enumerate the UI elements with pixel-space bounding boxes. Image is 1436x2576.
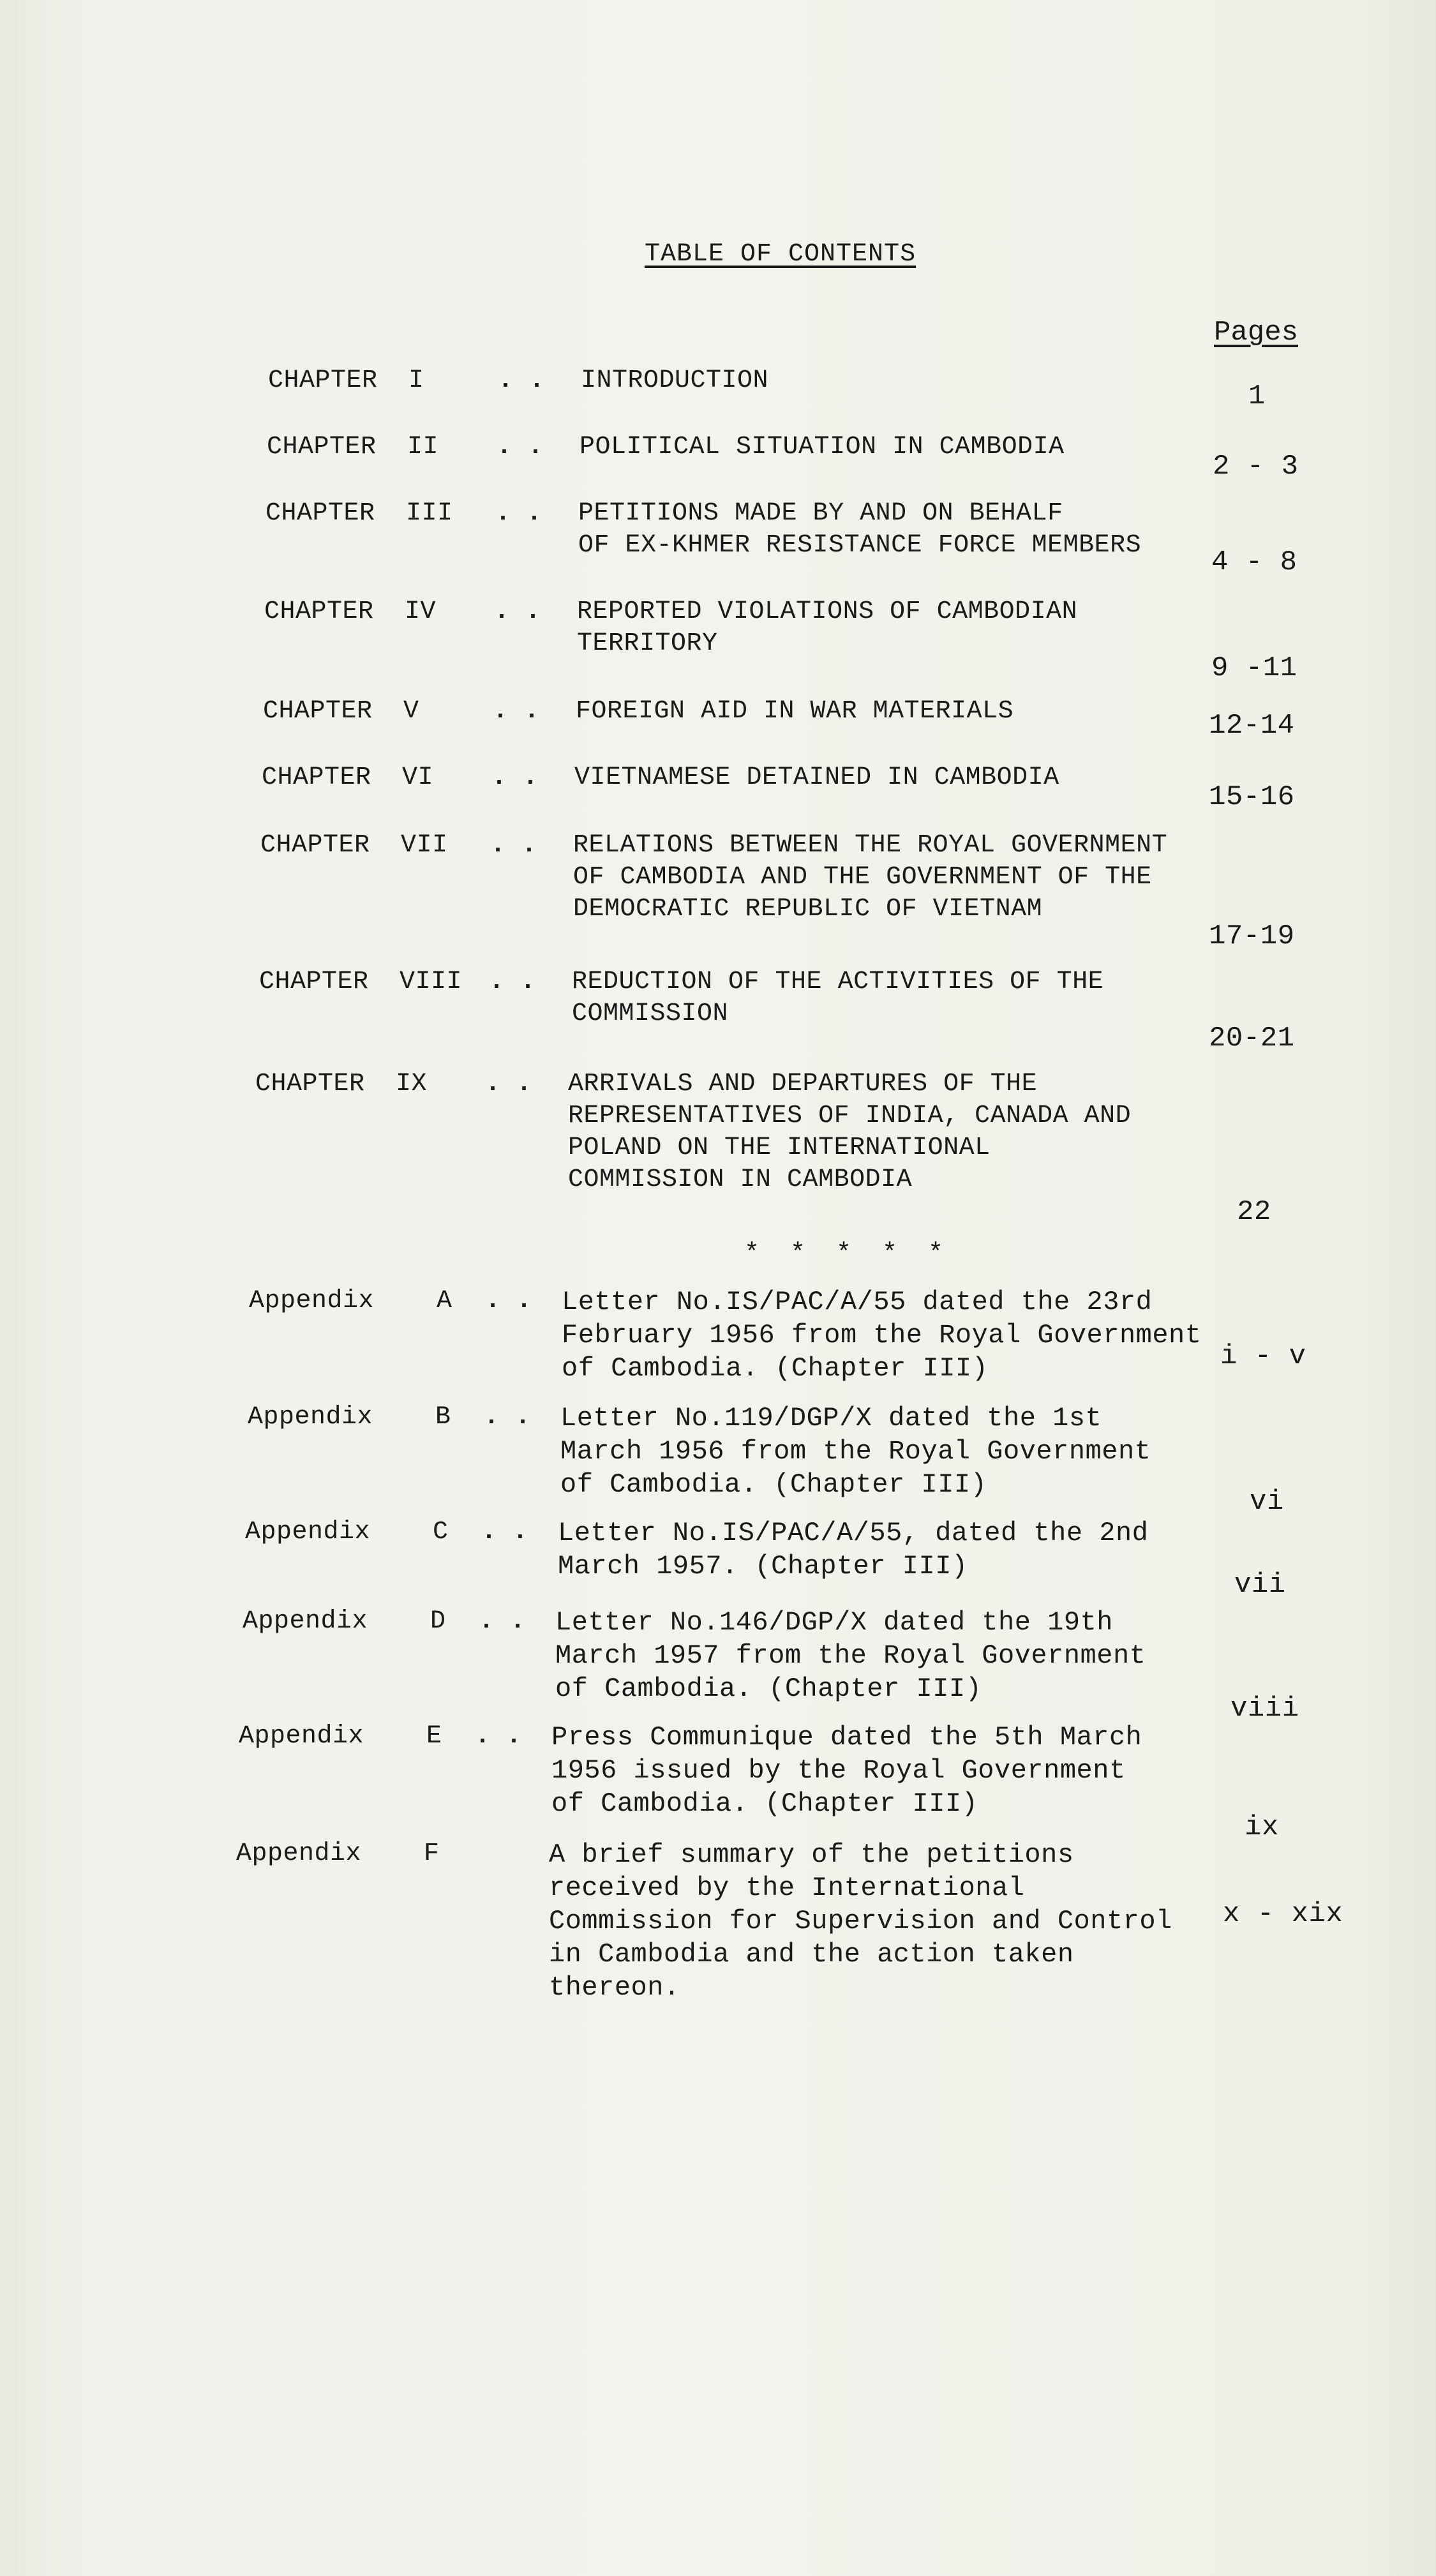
- leader-dots: . .: [479, 1607, 526, 1636]
- appendix-title: Press Communique dated the 5th March 1956 issued by the Royal Government of Cambodia. (Chapter III): [551, 1722, 1142, 1819]
- appendix-title: Letter No.IS/PAC/A/55, dated the 2nd March 1957. (Chapter III): [558, 1518, 1149, 1582]
- appendix-label: Appendix: [248, 1403, 373, 1432]
- leader-dots: . .: [495, 499, 542, 528]
- page-range: 1: [1248, 380, 1266, 412]
- appendix-number: A: [437, 1287, 452, 1315]
- chapter-label: CHAPTER: [266, 499, 375, 528]
- leader-dots: . .: [481, 1518, 528, 1546]
- leader-dots: . .: [475, 1722, 522, 1751]
- chapter-label: CHAPTER: [264, 597, 374, 626]
- page-range: viii: [1230, 1693, 1299, 1725]
- page-range: vii: [1234, 1569, 1286, 1601]
- chapter-title: RELATIONS BETWEEN THE ROYAL GOVERNMENT OF CAMBODIA AND THE GOVERNMENT OF THE DEMOCRATIC REPUBLIC OF VIETNAM: [573, 831, 1168, 924]
- appendix-label: Appendix: [236, 1839, 362, 1868]
- chapter-title: INTRODUCTION: [581, 366, 769, 395]
- page-range: 12-14: [1209, 710, 1295, 742]
- leader-dots: . .: [493, 697, 540, 726]
- chapter-title: ARRIVALS AND DEPARTURES OF THE REPRESENTATIVES OF INDIA, CANADA AND POLAND ON THE INTERNATIONAL COMMISSION IN CAMBODIA: [568, 1070, 1132, 1194]
- page-range: ix: [1245, 1811, 1279, 1843]
- appendix-number: E: [426, 1722, 442, 1751]
- pages-column-header: Pages: [1214, 317, 1299, 348]
- chapter-label: CHAPTER: [263, 697, 373, 726]
- chapter-label: CHAPTER: [267, 433, 377, 461]
- chapter-title: REDUCTION OF THE ACTIVITIES OF THE COMMISSION: [572, 968, 1104, 1028]
- page-title: TABLE OF CONTENTS: [645, 240, 916, 269]
- leader-dots: . .: [485, 1070, 532, 1098]
- page-range: 15-16: [1209, 781, 1295, 813]
- page-range: vi: [1250, 1486, 1284, 1518]
- page-range: 4 - 8: [1211, 546, 1298, 578]
- leader-dots: . .: [490, 831, 537, 860]
- appendix-label: Appendix: [249, 1287, 375, 1315]
- chapter-label: CHAPTER: [268, 366, 378, 395]
- page-range: 2 - 3: [1213, 451, 1299, 483]
- appendix-number: D: [430, 1607, 446, 1636]
- chapter-number: V: [403, 697, 419, 726]
- page-range: 17-19: [1209, 920, 1295, 952]
- chapter-number: VIII: [400, 968, 463, 996]
- leader-dots: . .: [489, 968, 536, 996]
- appendix-number: B: [435, 1403, 451, 1432]
- chapter-number: IX: [396, 1070, 428, 1098]
- appendix-title: Letter No.146/DGP/X dated the 19th March 1957 from the Royal Government of Cambodia. (Chapter III): [555, 1607, 1146, 1704]
- appendix-label: Appendix: [245, 1518, 371, 1546]
- leader-dots: . .: [494, 597, 541, 626]
- leader-dots: . .: [485, 1287, 532, 1315]
- leader-dots: . .: [497, 433, 544, 461]
- appendix-label: Appendix: [239, 1722, 364, 1751]
- chapter-label: CHAPTER: [259, 968, 369, 996]
- appendix-number: C: [433, 1518, 449, 1546]
- chapter-label: CHAPTER: [260, 831, 370, 860]
- appendix-label: Appendix: [243, 1607, 368, 1636]
- page-range: 22: [1237, 1196, 1271, 1228]
- chapter-number: VII: [401, 831, 448, 860]
- appendix-title: Letter No.IS/PAC/A/55 dated the 23rd February 1956 from the Royal Government of Cambodia. (Chapter III): [562, 1287, 1202, 1384]
- appendix-title: Letter No.119/DGP/X dated the 1st March 1956 from the Royal Government of Cambodia. (Chapter III): [560, 1403, 1151, 1500]
- leader-dots: . .: [498, 366, 545, 395]
- chapter-label: CHAPTER: [262, 763, 371, 792]
- leader-dots: . .: [491, 763, 539, 792]
- chapter-title: REPORTED VIOLATIONS OF CAMBODIAN TERRITORY: [577, 597, 1078, 658]
- chapter-number: II: [407, 433, 439, 461]
- page-range: 9 -11: [1211, 652, 1298, 684]
- chapter-title: POLITICAL SITUATION IN CAMBODIA: [580, 433, 1065, 461]
- chapter-number: VI: [402, 763, 434, 792]
- chapter-number: III: [406, 499, 453, 528]
- appendix-number: F: [424, 1839, 440, 1868]
- chapter-title: PETITIONS MADE BY AND ON BEHALF OF EX-KHMER RESISTANCE FORCE MEMBERS: [578, 499, 1142, 560]
- leader-dots: . .: [484, 1403, 531, 1432]
- chapter-number: IV: [405, 597, 437, 626]
- chapter-title: VIETNAMESE DETAINED IN CAMBODIA: [574, 763, 1059, 792]
- section-separator: * * * * *: [744, 1239, 952, 1268]
- page-range: i - v: [1220, 1340, 1306, 1372]
- chapter-title: FOREIGN AID IN WAR MATERIALS: [576, 697, 1014, 726]
- chapter-number: I: [408, 366, 424, 395]
- page-range: 20-21: [1209, 1022, 1295, 1054]
- page-range: x - xix: [1223, 1898, 1343, 1930]
- chapter-label: CHAPTER: [255, 1070, 365, 1098]
- appendix-title: A brief summary of the petitions received by the International Commission for Supervision and Control in Cambodia and the action taken thereon.: [549, 1839, 1172, 2003]
